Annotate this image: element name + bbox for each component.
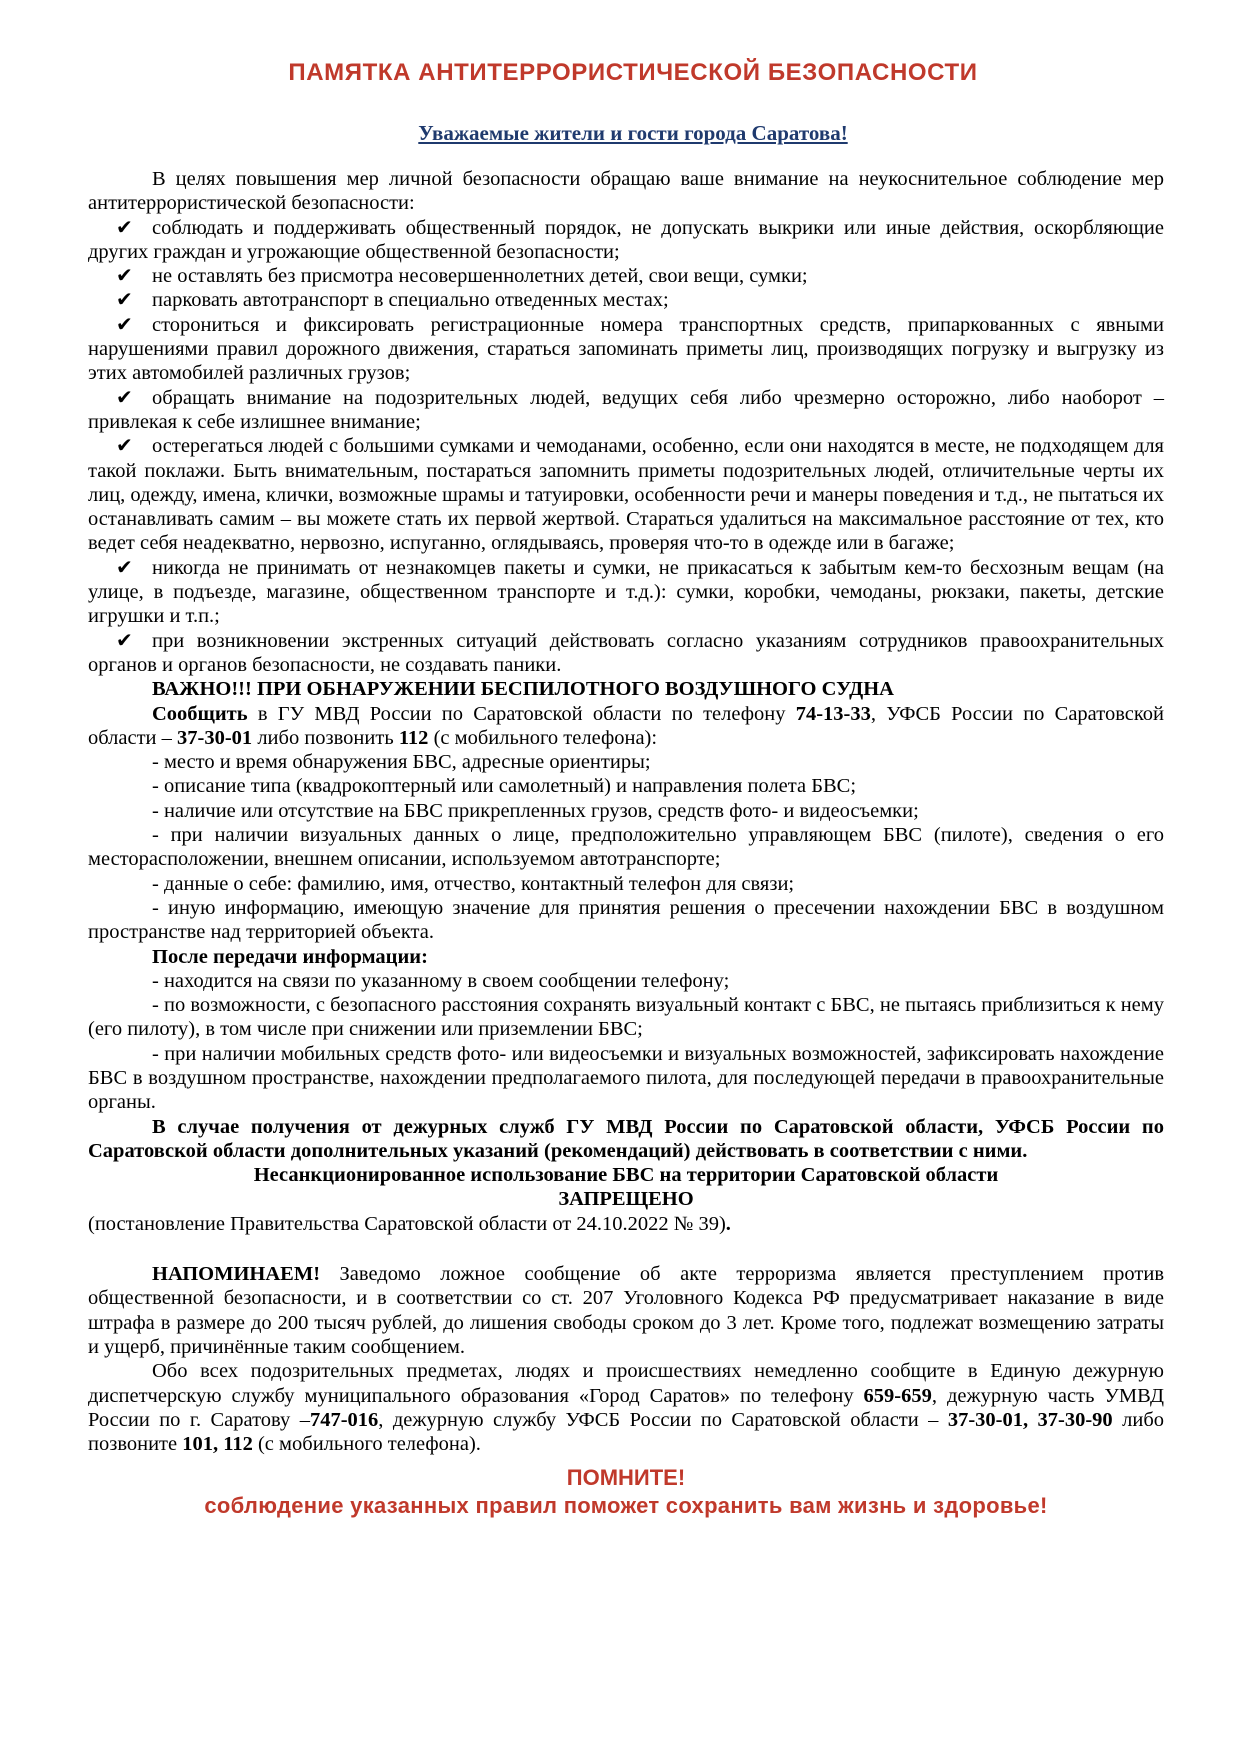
- uav-heading: ВАЖНО!!! ПРИ ОБНАРУЖЕНИИ БЕСПИЛОТНОГО ВОЗДУШНОГО СУДНА: [152, 678, 894, 701]
- instructions-paragraph: В случае получения от дежурных служб ГУ МВД России по Саратовской области, УФСБ России по Саратовской области дополнительных указаний (рекомендаций) действовать в соответствии с ними.: [88, 1115, 1164, 1162]
- list-item: ✔ при возникновении экстренных ситуаций действовать согласно указаниям сотрудников правоохранительных органов и органов безопасности, не создавать паники.: [88, 627, 1164, 676]
- contacts-paragraph: Обо всех подозрительных предметах, людях и происшествиях немедленно сообщите в Единую дежурную диспетчерскую службу муниципального образования «Город Саратов» по телефону 659-659, дежурную часть УМВД России по г. Саратову –747-016, дежурную службу УФСБ России по Саратовской области – 37-30-01, 37-30-90 либо позвоните 101, 112 (с мобильного телефона).: [88, 1360, 1164, 1456]
- uav-item: - описание типа (квадрокоптерный или самолетный) и направления полета БВС;: [152, 775, 857, 798]
- check-mark-icon: ✔: [116, 263, 133, 288]
- spacer: [88, 1236, 1164, 1262]
- greeting: Уважаемые жители и гости города Саратова!: [418, 121, 848, 145]
- list-item: ✔ остерегаться людей с большими сумками и чемоданами, особенно, если они находятся в месте, не подходящем для такой поклажи. Быть внимательным, постараться запомнить приметы подозрительных людей, отличительные черты их лиц, одежду, имена, клички, возможные шрамы и татуировки, особенности речи и манеры поведения и т.д., не пытаться их останавливать самим – вы можете стать их первой жертвой. Стараться удалиться на максимальное расстояние от тех, кто ведет себя неадекватно, нервозно, испуганно, оглядываясь, проверяя что-то в одежде или в багаже;: [88, 433, 1164, 555]
- reminder-paragraph: НАПОМИНАЕМ! Заведомо ложное сообщение об акте терроризма является преступлением против общественной безопасности, и в соответствии со ст. 207 Уголовного Кодекса РФ предусматривает наказание в виде штрафа в размере до 200 тысяч рублей, до лишения свободы сроком до 3 лет. Кроме того, подлежат возмещению затраты и ущерб, причинённые таким сообщением.: [88, 1263, 1164, 1358]
- uav-item: - при наличии визуальных данных о лице, предположительно управляющем БВС (пилоте), сведения о его месторасположении, внешнем описании, используемом автотранспорте;: [88, 824, 1164, 871]
- uav-item: - данные о себе: фамилию, имя, отчество, контактный телефон для связи;: [152, 872, 795, 895]
- check-mark-icon: ✔: [116, 287, 133, 312]
- after-item: - находится на связи по указанному в своем сообщении телефону;: [152, 969, 730, 992]
- uav-report-paragraph: Сообщить в ГУ МВД России по Саратовской области по телефону 74-13-33, УФСБ России по Саратовской области – 37-30-01 либо позвонить 112 (с мобильного телефона):: [88, 702, 1164, 749]
- decree-reference: (постановление Правительства Саратовской области от 24.10.2022 № 39).: [88, 1212, 731, 1235]
- uav-item: - место и время обнаружения БВС, адресные ориентиры;: [152, 751, 651, 774]
- check-mark-icon: ✔: [116, 311, 133, 336]
- after-item: - по возможности, с безопасного расстояния сохранять визуальный контакт с БВС, не пытаясь приблизиться к нему (его пилоту), в том числе при снижении или приземлении БВС;: [88, 994, 1164, 1041]
- check-mark-icon: ✔: [116, 554, 133, 579]
- prohibited-word: ЗАПРЕЩЕНО: [558, 1188, 694, 1211]
- list-item: ✔ сторониться и фиксировать регистрационные номера транспортных средств, припаркованных с явными нарушениями правил дорожного движения, стараться запоминать приметы лиц, производящих погрузку и выгрузку из этих автомобилей различных грузов;: [88, 311, 1164, 385]
- remember-slogan: соблюдение указанных правил поможет сохранить вам жизнь и здоровье!: [204, 1493, 1048, 1519]
- rules-list: [88, 216, 1164, 678]
- after-heading: После передачи информации:: [152, 945, 428, 968]
- list-item: ✔ никогда не принимать от незнакомцев пакеты и сумки, не прикасаться к забытым кем-то бесхозным вещам (на улице, в подъезде, магазине, общественном транспорте и т.д.): сумки, коробки, чемоданы, рюкзаки, пакеты, детские игрушки и т.п.;: [88, 554, 1164, 628]
- list-item: ✔ парковать автотранспорт в специально отведенных местах;: [116, 287, 669, 312]
- prohibited-line: Несанкционированное использование БВС на территории Саратовской области: [253, 1164, 999, 1187]
- memo-document: [88, 58, 1164, 1520]
- intro-paragraph: В целях повышения мер личной безопасности обращаю ваше внимание на неукоснительное соблюдение мер антитеррористической безопасности:: [88, 168, 1164, 215]
- list-item: ✔ обращать внимание на подозрительных людей, ведущих себя либо чрезмерно осторожно, либо наоборот – привлекая к себе излишнее внимание;: [88, 384, 1164, 433]
- after-item: - при наличии мобильных средств фото- или видеосъемки и визуальных возможностей, зафиксировать нахождение БВС в воздушном пространстве, нахождении предполагаемого пилота, для последующей передачи в правоохранительные органы.: [88, 1042, 1164, 1114]
- check-mark-icon: ✔: [116, 433, 133, 458]
- check-mark-icon: ✔: [116, 627, 133, 652]
- remember-heading: ПОМНИТЕ!: [566, 1465, 686, 1491]
- list-item: ✔ соблюдать и поддерживать общественный порядок, не допускать выкрики или иные действия, оскорбляющие других граждан и угрожающие общественной безопасности;: [88, 214, 1164, 263]
- check-mark-icon: ✔: [116, 214, 133, 239]
- uav-item: - иную информацию, имеющую значение для принятия решения о пресечении нахождении БВС в воздушном пространстве над территорией объекта.: [88, 896, 1164, 944]
- uav-item: - наличие или отсутствие на БВС прикрепленных грузов, средств фото- и видеосъемки;: [152, 799, 919, 822]
- check-mark-icon: ✔: [116, 384, 133, 409]
- memo-title: ПАМЯТКА АНТИТЕРРОРИСТИЧЕСКОЙ БЕЗОПАСНОСТИ: [288, 59, 978, 86]
- list-item: ✔ не оставлять без присмотра несовершеннолетних детей, свои вещи, сумки;: [116, 263, 808, 288]
